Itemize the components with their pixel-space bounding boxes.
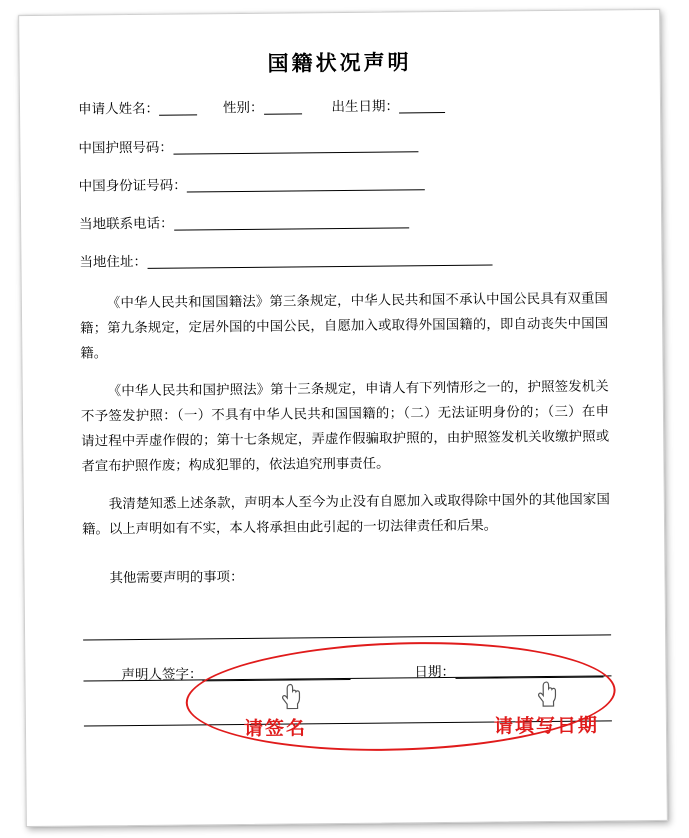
local-address-input[interactable] bbox=[147, 251, 492, 269]
date-label: 日期： bbox=[414, 663, 456, 680]
gender-input[interactable] bbox=[263, 99, 301, 114]
field-label-local-phone: 当地联系电话： bbox=[79, 215, 174, 232]
field-label-gender: 性别： bbox=[222, 99, 264, 116]
field-row-phone bbox=[79, 209, 607, 234]
paragraph-nationality-law: 《中华人民共和国国籍法》第三条规定，中华人民共和国不承认中国公民具有双重国籍；第九条规定，定居外国的中国公民，自愿加入或取得外国国籍的，即自动丧失中国国籍。 bbox=[80, 290, 609, 361]
document-sheet bbox=[18, 9, 668, 827]
field-row-passport bbox=[78, 133, 606, 158]
page-title: 国籍状况声明 bbox=[267, 50, 412, 76]
field-label-passport-number: 中国护照号码： bbox=[78, 139, 173, 156]
applicant-name-input[interactable] bbox=[159, 100, 197, 115]
document-page bbox=[19, 10, 667, 826]
passport-number-input[interactable] bbox=[173, 137, 418, 154]
pointing-hand-icon bbox=[278, 681, 304, 711]
id-number-input[interactable] bbox=[187, 175, 425, 192]
form-body bbox=[78, 94, 612, 726]
birthdate-input[interactable] bbox=[399, 98, 445, 113]
other-matters-line-1[interactable] bbox=[83, 600, 611, 640]
field-row-address bbox=[79, 247, 607, 272]
field-label-id-number: 中国身份证号码： bbox=[78, 177, 187, 194]
field-label-local-address: 当地住址： bbox=[79, 253, 148, 270]
annotation-fill-date: 请填写日期 bbox=[493, 715, 600, 738]
field-row-identity bbox=[78, 94, 606, 119]
field-label-birthdate: 出生日期： bbox=[331, 98, 400, 115]
annotation-sign-here: 请签名 bbox=[243, 718, 308, 740]
field-label-applicant-name: 申请人姓名： bbox=[77, 100, 160, 117]
signature-label: 声明人签字： bbox=[121, 666, 203, 683]
paragraph-declaration: 我清楚知悉上述条款，声明本人至今为止没有自愿加入或取得除中国外的其他国家国籍。以上声明如有不实，本人将承担由此引起的一切法律责任和后果。 bbox=[81, 491, 610, 537]
other-matters-label: 其他需要声明的事项： bbox=[109, 568, 244, 586]
pointing-hand-icon bbox=[534, 679, 560, 709]
local-phone-input[interactable] bbox=[174, 213, 409, 230]
paragraph-passport-law: 《中华人民共和国护照法》第十三条规定，申请人有下列情形之一的，护照签发机关不予签发护照：（一）不具有中华人民共和国国籍的；（二）无法证明身份的；（三）在申请过程中弄虚作假的；第十七条规定，弄虚作假骗取护照的，由护照签发机关收缴护照或者宣布护照作废；构成犯罪的，依法追究刑事责任。 bbox=[80, 378, 610, 474]
field-row-id-card bbox=[79, 171, 607, 196]
